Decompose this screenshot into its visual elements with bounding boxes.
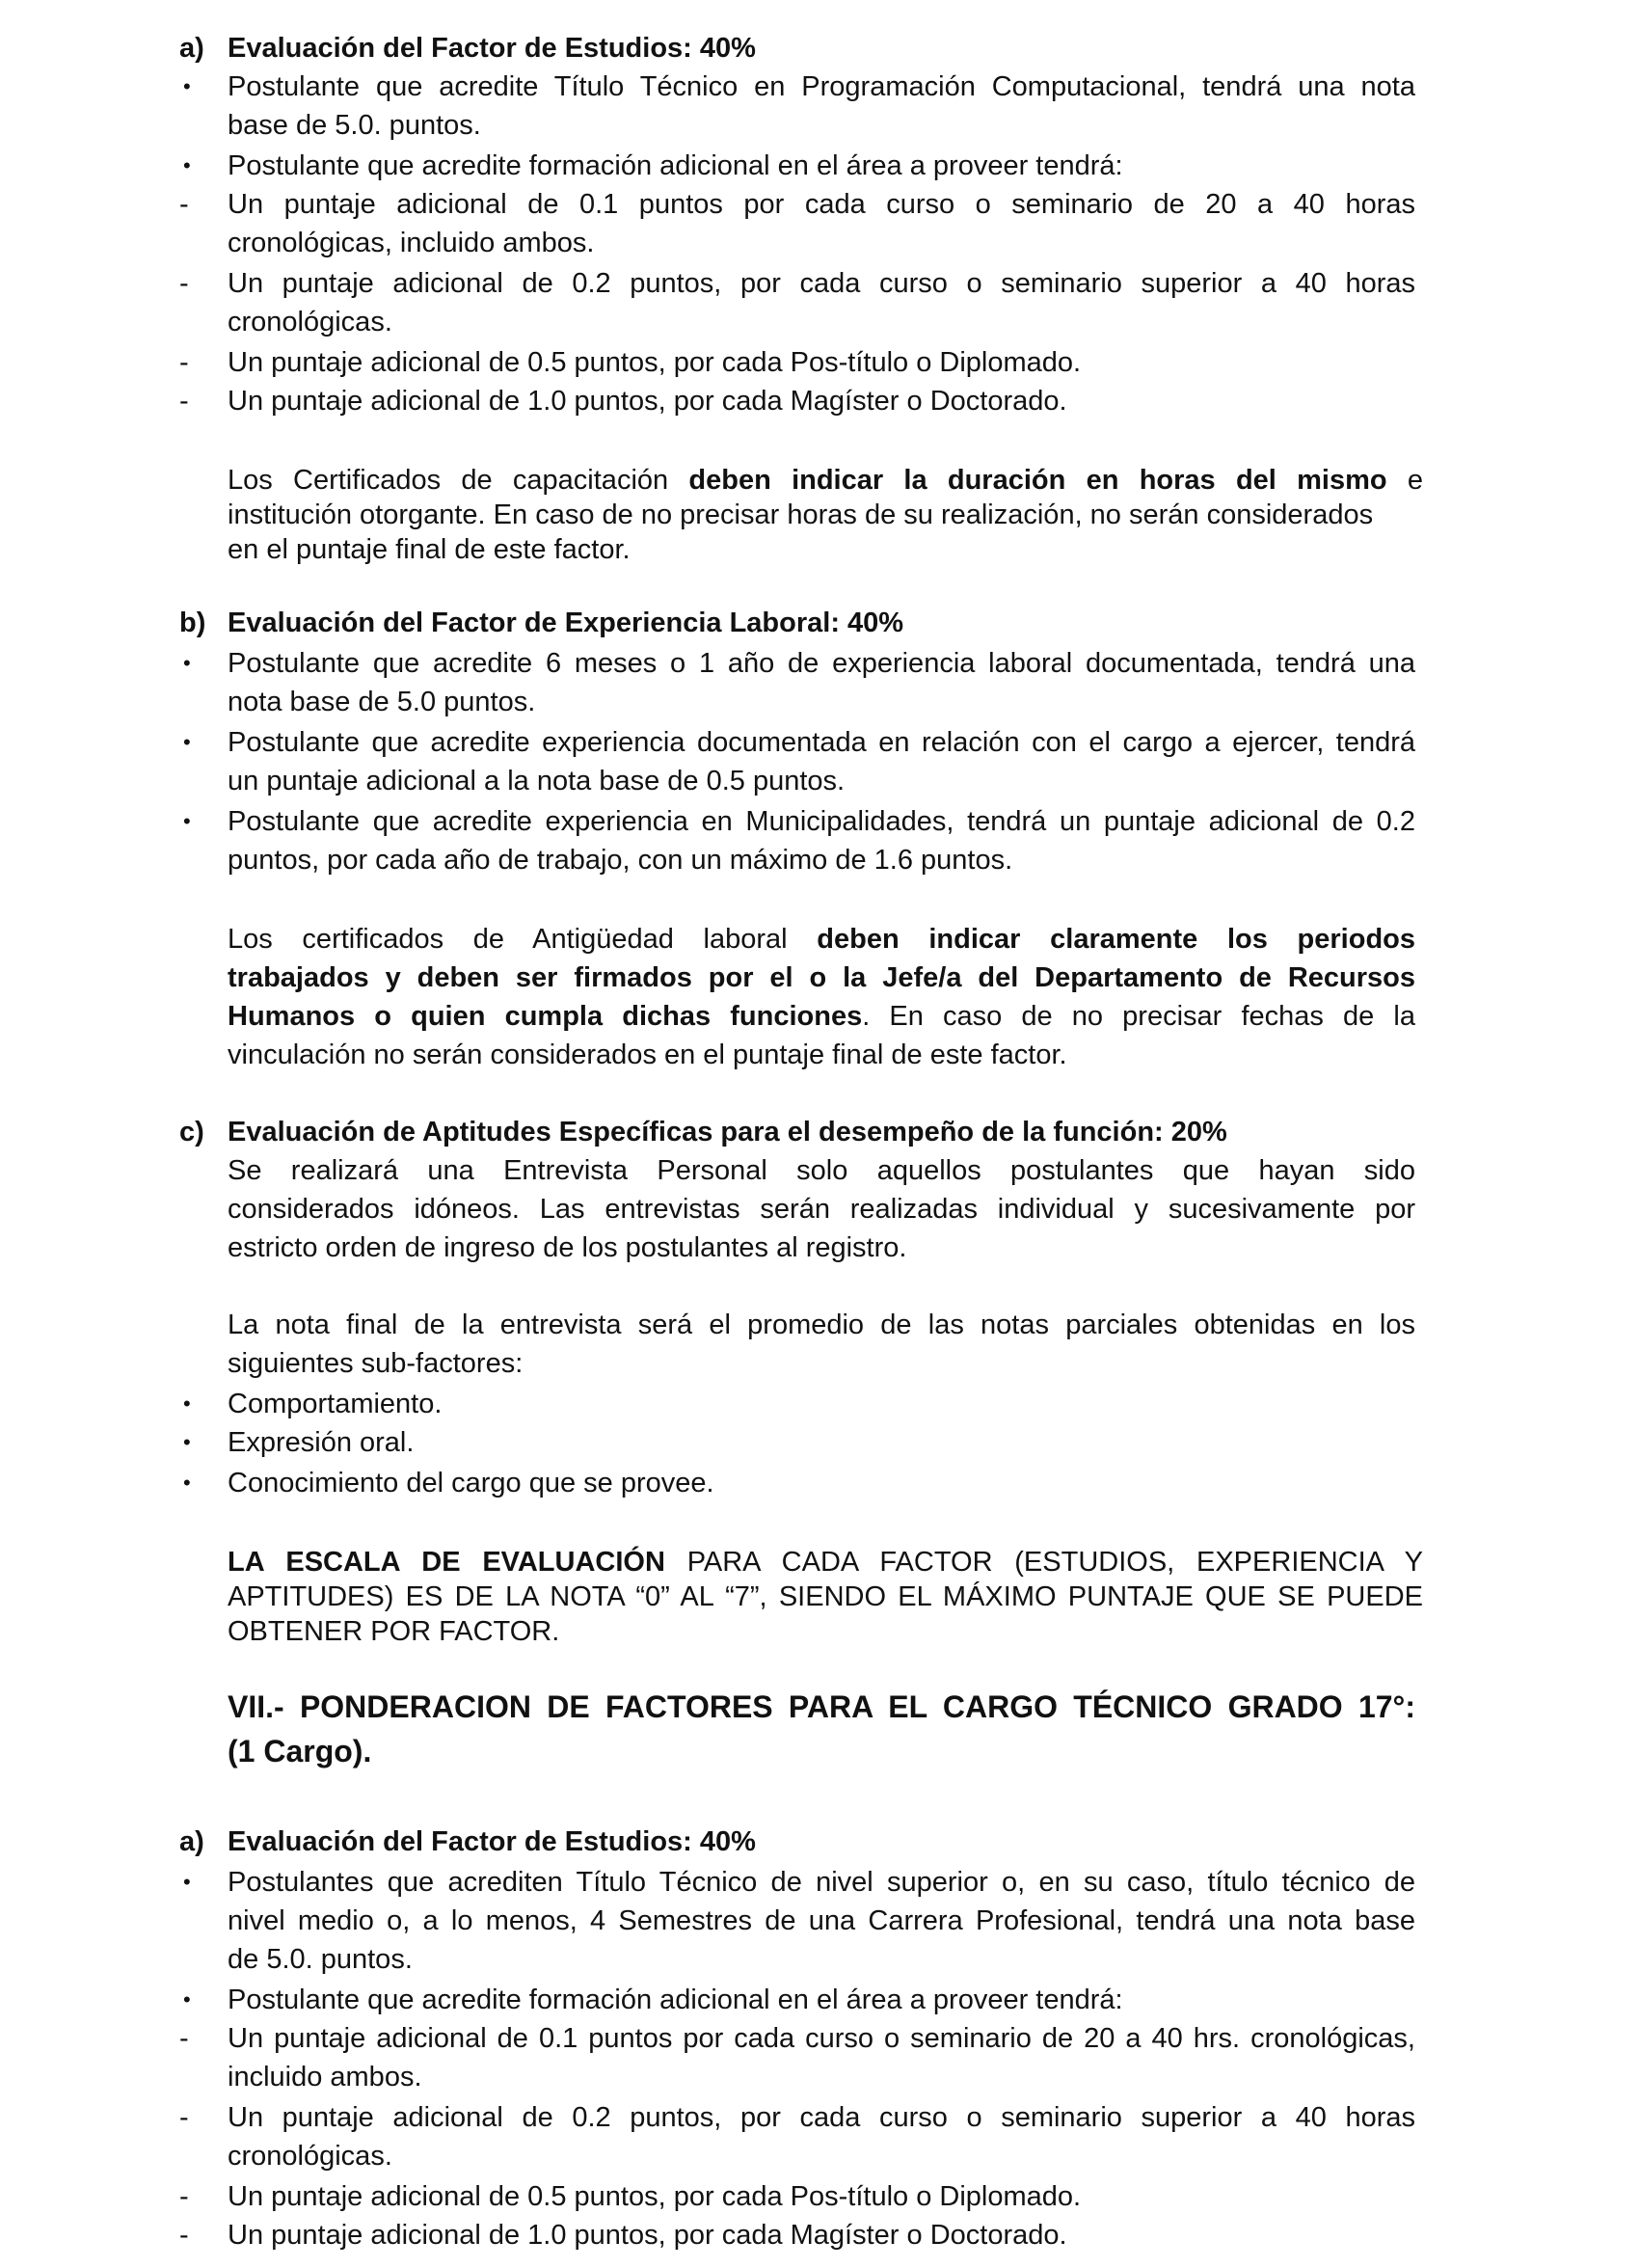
bullet-icon: • bbox=[183, 74, 191, 98]
list-item-cont: cronológicas. bbox=[228, 2141, 392, 2172]
list-item: Postulante que acredite experiencia documentada en relación con el cargo a ejercer, tendrá bbox=[228, 727, 1415, 758]
heading-line: VII.- PONDERACION DE FACTORES PARA EL CARGO TÉCNICO GRADO 17°: bbox=[228, 1689, 1415, 1724]
bullet-icon: • bbox=[183, 1471, 191, 1495]
section-title: Evaluación de Aptitudes Específicas para el desempeño de la función: 20% bbox=[228, 1117, 1227, 1148]
paragraph-line: institución otorgante. En caso de no precisar horas de su realización, no serán considerados bbox=[228, 500, 1374, 530]
list-item: Postulante que acredite formación adicional en el área a proveer tendrá: bbox=[228, 150, 1123, 181]
list-item: Un puntaje adicional de 0.2 puntos, por cada curso o seminario superior a 40 horas bbox=[228, 268, 1415, 299]
list-item: Un puntaje adicional de 0.1 puntos por cada curso o seminario de 20 a 40 hrs. cronológicas, bbox=[228, 2023, 1415, 2054]
paragraph-line bbox=[228, 997, 1415, 1036]
paragraph-text: Los certificados de Antigüedad laboral bbox=[228, 924, 788, 955]
dash-icon: - bbox=[179, 268, 189, 299]
list-item-cont: puntos, por cada año de trabajo, con un máximo de 1.6 puntos. bbox=[228, 845, 1013, 876]
list-item: Postulantes que acrediten Título Técnico de nivel superior o, en su caso, título técnico de bbox=[228, 1867, 1415, 1898]
section-marker: b) bbox=[179, 608, 206, 638]
list-item: Postulante que acredite formación adicional en el área a proveer tendrá: bbox=[228, 1984, 1123, 2015]
paragraph-line: Se realizará una Entrevista Personal solo aquellos postulantes que hayan sido bbox=[228, 1155, 1415, 1186]
list-item: Un puntaje adicional de 1.0 puntos, por cada Magíster o Doctorado. bbox=[228, 386, 1067, 417]
bullet-icon: • bbox=[183, 1391, 191, 1416]
list-item-cont: un puntaje adicional a la nota base de 0.5 puntos. bbox=[228, 766, 846, 796]
bullet-icon: • bbox=[183, 651, 191, 675]
paragraph-line: en el puntaje final de este factor. bbox=[228, 534, 631, 565]
dash-icon: - bbox=[179, 2181, 189, 2212]
paragraph-bold: Humanos o quien cumpla dichas funciones bbox=[228, 1001, 863, 1032]
dash-icon: - bbox=[179, 347, 189, 378]
scale-line: OBTENER POR FACTOR. bbox=[228, 1616, 560, 1647]
list-item: Postulante que acredite 6 meses o 1 año de experiencia laboral documentada, tendrá una bbox=[228, 648, 1415, 679]
heading-line: (1 Cargo). bbox=[228, 1734, 372, 1768]
scale-bold: LA ESCALA DE EVALUACIÓN bbox=[228, 1547, 665, 1578]
list-item: Un puntaje adicional de 0.1 puntos por cada curso o seminario de 20 a 40 horas bbox=[228, 189, 1415, 220]
list-item-cont: cronológicas. bbox=[228, 307, 392, 338]
list-item: Un puntaje adicional de 0.5 puntos, por cada Pos-título o Diplomado. bbox=[228, 347, 1082, 378]
list-item-cont: cronológicas, incluido ambos. bbox=[228, 228, 595, 258]
bullet-icon: • bbox=[183, 1430, 191, 1454]
bullet-icon: • bbox=[183, 153, 191, 177]
list-item-cont: incluido ambos. bbox=[228, 2062, 422, 2092]
paragraph-bold: deben indicar claramente los periodos bbox=[817, 924, 1415, 955]
paragraph-line: considerados idóneos. Las entrevistas serán realizadas individual y sucesivamente por bbox=[228, 1194, 1415, 1225]
list-item: Expresión oral. bbox=[228, 1427, 415, 1458]
paragraph-line: La nota final de la entrevista será el promedio de las notas parciales obtenidas en los bbox=[228, 1310, 1415, 1340]
dash-icon: - bbox=[179, 2023, 189, 2054]
list-item-cont: base de 5.0. puntos. bbox=[228, 110, 481, 141]
paragraph-text: Los Certificados de capacitación bbox=[228, 465, 669, 496]
bullet-icon: • bbox=[183, 809, 191, 833]
paragraph-line: estricto orden de ingreso de los postulantes al registro. bbox=[228, 1232, 907, 1263]
list-item: Postulante que acredite Título Técnico en Programación Computacional, tendrá una nota bbox=[228, 71, 1415, 102]
bullet-icon: • bbox=[183, 730, 191, 754]
list-item-cont: de 5.0. puntos. bbox=[228, 1944, 413, 1975]
dash-icon: - bbox=[179, 2102, 189, 2133]
section-title: Evaluación del Factor de Estudios: 40% bbox=[228, 33, 756, 64]
dash-icon: - bbox=[179, 189, 189, 220]
scale-text: PARA CADA FACTOR (ESTUDIOS, EXPERIENCIA Y bbox=[686, 1547, 1423, 1578]
paragraph-line bbox=[228, 920, 1415, 958]
list-item: Un puntaje adicional de 1.0 puntos, por cada Magíster o Doctorado. bbox=[228, 2220, 1067, 2251]
paragraph-text: e bbox=[1407, 465, 1423, 496]
paragraph-line bbox=[228, 461, 1423, 500]
list-item: Un puntaje adicional de 0.2 puntos, por cada curso o seminario superior a 40 horas bbox=[228, 2102, 1415, 2133]
section-marker: a) bbox=[179, 1826, 204, 1857]
section-marker: a) bbox=[179, 33, 204, 64]
section-marker: c) bbox=[179, 1117, 204, 1148]
paragraph-line: vinculación no serán considerados en el puntaje final de este factor. bbox=[228, 1040, 1067, 1070]
list-item: Comportamiento. bbox=[228, 1389, 443, 1419]
bullet-icon: • bbox=[183, 1870, 191, 1894]
list-item: Un puntaje adicional de 0.5 puntos, por cada Pos-título o Diplomado. bbox=[228, 2181, 1082, 2212]
list-item: Postulante que acredite experiencia en Municipalidades, tendrá un puntaje adicional de 0.2 bbox=[228, 806, 1415, 837]
paragraph-line: trabajados y deben ser firmados por el o la Jefe/a del Departamento de Recursos bbox=[228, 962, 1415, 993]
bullet-icon: • bbox=[183, 1987, 191, 2012]
dash-icon: - bbox=[179, 2220, 189, 2251]
list-item: Conocimiento del cargo que se provee. bbox=[228, 1468, 714, 1498]
scale-line bbox=[228, 1543, 1423, 1581]
list-item-cont: nota base de 5.0 puntos. bbox=[228, 687, 536, 717]
dash-icon: - bbox=[179, 386, 189, 417]
section-title: Evaluación del Factor de Experiencia Laboral: 40% bbox=[228, 608, 904, 638]
scale-line: APTITUDES) ES DE LA NOTA “0” AL “7”, SIENDO EL MÁXIMO PUNTAJE QUE SE PUEDE bbox=[228, 1581, 1423, 1612]
paragraph-bold: deben indicar la duración en horas del mismo bbox=[688, 465, 1387, 496]
section-title: Evaluación del Factor de Estudios: 40% bbox=[228, 1826, 756, 1857]
list-item-cont: nivel medio o, a lo menos, 4 Semestres de una Carrera Profesional, tendrá una nota base bbox=[228, 1905, 1415, 1936]
paragraph-text: . En caso de no precisar fechas de la bbox=[862, 1001, 1415, 1032]
paragraph-line: siguientes sub-factores: bbox=[228, 1348, 524, 1379]
